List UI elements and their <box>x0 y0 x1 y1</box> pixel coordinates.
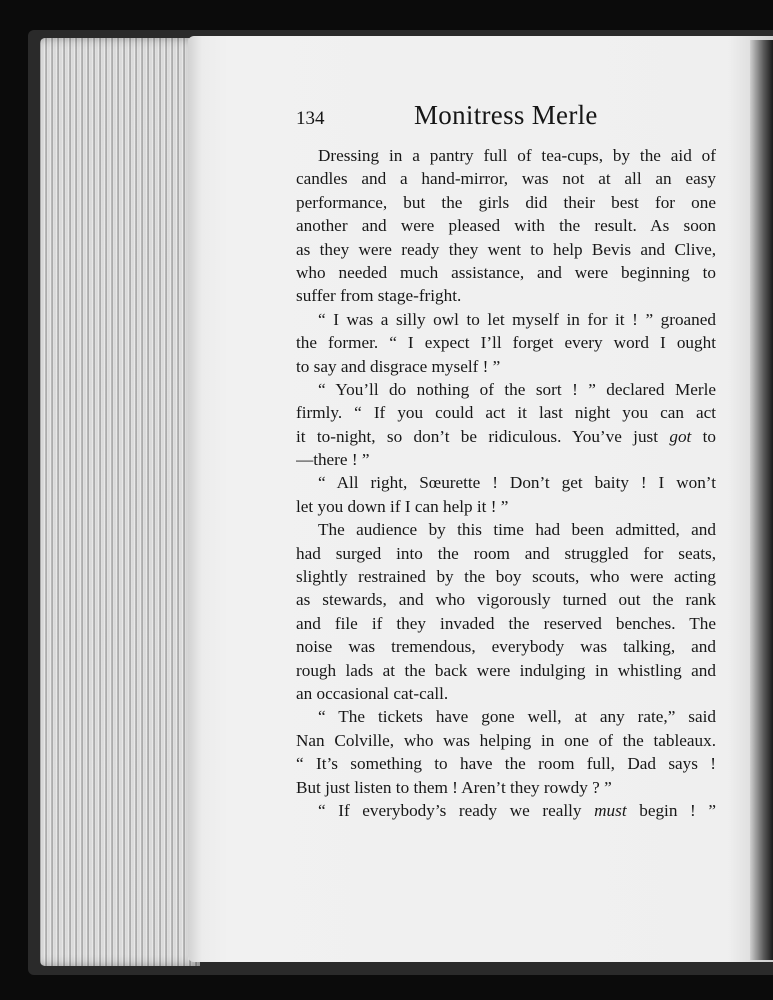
text-line: an occasional cat-call. <box>296 683 449 703</box>
text-line: rough lads at the back were indulging in whistling and <box>296 660 716 680</box>
running-title: Monitress Merle <box>414 100 598 130</box>
text-line: the former. “ I expect I’ll forget every word I ought <box>296 333 716 353</box>
text-line: firmly. “ If you could act it last night you can act <box>296 403 716 423</box>
text-line: “ The tickets have gone well, at any rate,” said <box>318 707 716 727</box>
page-number: 134 <box>296 108 325 129</box>
text-line: Dressing in a pantry full of tea-cups, by the aid of <box>318 146 716 165</box>
text-line: The audience by this time had been admitted, and <box>318 520 716 540</box>
text-line <box>296 425 716 448</box>
text-line: “ It’s something to have the room full, Dad says ! <box>296 754 716 774</box>
text-line: another and were pleased with the result. As soon <box>296 216 716 236</box>
page-body <box>296 144 716 822</box>
book-gutter <box>750 40 773 960</box>
text-segment: begin ! ” <box>639 800 716 820</box>
text-line: and file if they invaded the reserved benches. The <box>296 613 716 633</box>
page-header <box>296 100 716 136</box>
italic-word: must <box>594 800 627 820</box>
page-edges <box>40 38 200 966</box>
text-line: “ You’ll do nothing of the sort ! ” declared Merle <box>318 379 716 399</box>
text-segment: to <box>702 426 716 446</box>
text-line: Nan Colville, who was helping in one of the tableaux. <box>296 730 716 750</box>
text-line: slightly restrained by the boy scouts, who were acting <box>296 567 716 587</box>
text-line: noise was tremendous, everybody was talking, and <box>296 637 716 657</box>
text-line: to say and disgrace myself ! ” <box>296 356 501 376</box>
text-line: “ I was a silly owl to let myself in for it ! ” groaned <box>318 309 716 329</box>
text-line: as stewards, and who vigorously turned out the rank <box>296 590 716 610</box>
text-line: But just listen to them ! Aren’t they rowdy ? ” <box>296 777 612 797</box>
text-line: candles and a hand-mirror, was not at all an easy <box>296 169 716 189</box>
text-segment: “ If everybody’s ready we really <box>318 800 582 820</box>
text-line: performance, but the girls did their best for one <box>296 192 716 212</box>
italic-word: got <box>669 426 692 446</box>
text-line: “ All right, Sœurette ! Don’t get baity ! I won’t <box>318 473 716 493</box>
text-line: let you down if I can help it ! ” <box>296 496 509 516</box>
text-line: as they were ready they went to help Bevis and Clive, <box>296 239 716 259</box>
text-line: suffer from stage-fright. <box>296 286 462 306</box>
text-line: who needed much assistance, and were beginning to <box>296 262 716 282</box>
text-segment: it to-night, so don’t be ridiculous. You’ve just <box>296 426 659 446</box>
text-line <box>296 799 716 822</box>
text-line: had surged into the room and struggled for seats, <box>296 543 716 563</box>
text-line: —there ! ” <box>296 450 370 470</box>
